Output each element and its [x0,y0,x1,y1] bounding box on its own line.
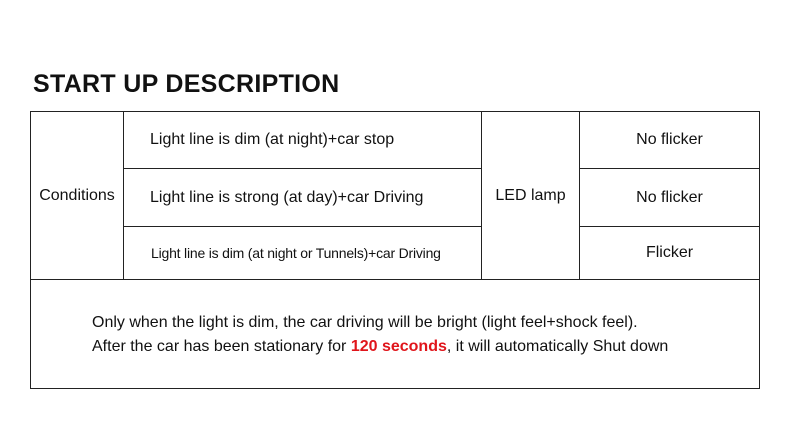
note-cell [31,280,760,389]
startup-description-table [30,111,760,389]
led-lamp-label: LED lamp [482,112,580,280]
table-row [31,112,760,169]
condition-cell: Light line is dim (at night)+car stop [124,112,482,169]
note-line-2-prefix: After the car has been stationary for [92,338,351,355]
state-cell: No flicker [580,112,760,169]
note-line-2-suffix: , it will automatically Shut down [446,338,669,355]
state-cell: No flicker [580,169,760,227]
page-title: START UP DESCRIPTION [33,70,340,98]
note-line-2 [92,335,759,359]
state-cell: Flicker [580,227,760,280]
table-row [31,280,760,389]
condition-cell: Light line is strong (at day)+car Driving [124,169,482,227]
condition-cell: Light line is dim (at night or Tunnels)+car Driving [124,227,482,280]
table-row [31,169,760,227]
note-line-1: Only when the light is dim, the car driving will be bright (light feel+shock feel). [92,314,638,331]
highlight-duration: 120 seconds [350,338,447,355]
conditions-label: Conditions [31,112,124,280]
table-row [31,227,760,280]
